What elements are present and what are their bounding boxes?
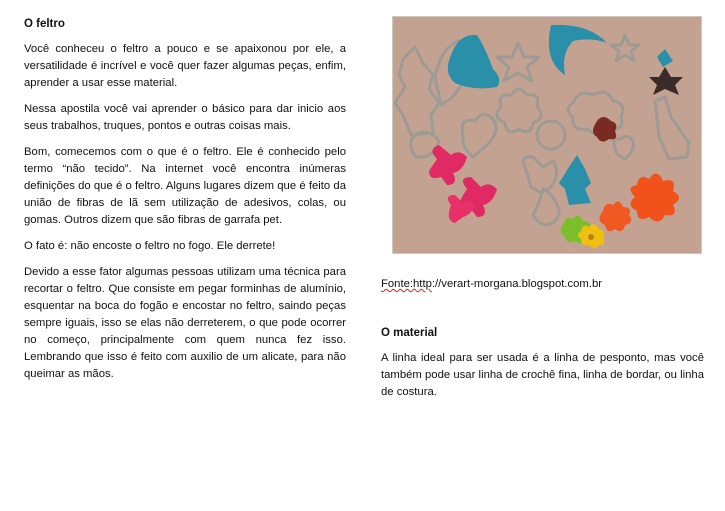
section-title-o-material: O material <box>381 327 438 339</box>
paragraph-5: Devido a esse fator algumas pessoas utilizam uma técnica para recortar o feltro. Que consiste em pegar forminhas de alumínio, esquentar na boca do fogão e encostar no feltro, saindo peças sempre iguais, isso se elas não derreterem, o que pode ocorrer no começo, principalmente com quem nunca fez isso. Lembrando que isso é feito com auxilio de um alicate, para não queimar as mãos. <box>24 266 346 380</box>
paragraph-2: Nessa apostila você vai aprender o básico para dar inicio aos seus trabalhos, truques, pontos e outras coisas mais. <box>24 103 346 132</box>
right-column <box>381 16 704 401</box>
felt-cutters-photo <box>392 16 702 254</box>
caption-prefix: Fonte:http <box>381 278 432 290</box>
left-column <box>24 16 346 392</box>
yellow-flower-center <box>588 234 594 240</box>
section-title-o-feltro: O feltro <box>24 18 65 30</box>
photo-caption <box>381 276 704 293</box>
caption-url: ://verart-morgana.blogspot.com.br <box>431 278 603 290</box>
paragraph-3: Bom, comecemos com o que é o feltro. Ele é conhecido pelo termo “não tecido”. Na internet você encontra inúmeras definições do que é o feltro. Alguns lugares dizem que é feito da união de fibras de lã sem utilização de adesivos, colas, ou gomas. Outros dizem que são fibras de garrafa pet. <box>24 146 346 226</box>
material-paragraph: A linha ideal para ser usada é a linha de pesponto, mas você também pode usar linha de crochê fina, linha de bordar, ou linha de costura. <box>381 352 704 398</box>
paragraph-4: O fato é: não encoste o feltro no fogo. Ele derrete! <box>24 240 276 252</box>
material-section <box>381 325 704 401</box>
paragraph-1: Você conheceu o feltro a pouco e se apaixonou por ele, a versatilidade é incrível e você quer fazer algumas peças, enfim, aprender a usar esse material. <box>24 43 346 89</box>
